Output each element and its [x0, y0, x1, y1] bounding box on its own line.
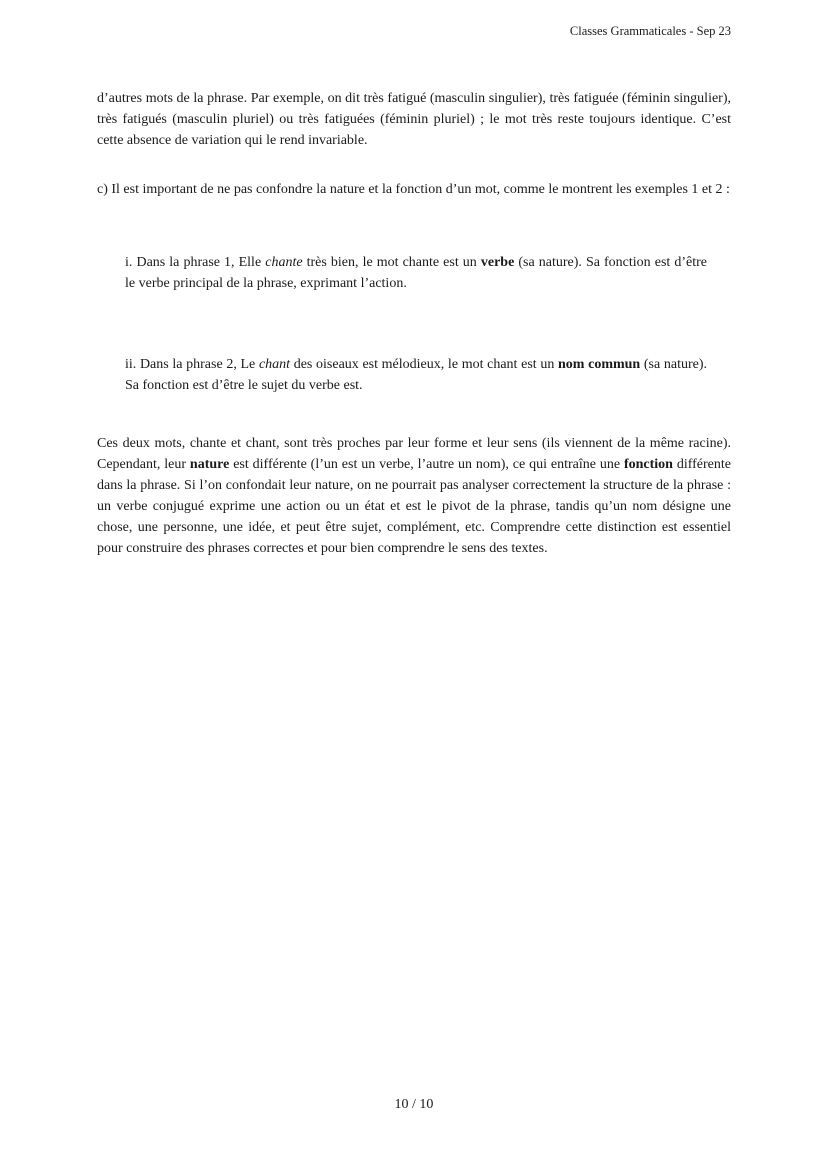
header-title: Classes Grammaticales - Sep 23 — [569, 24, 731, 38]
page-header — [570, 24, 731, 39]
page-number: 10 / 10 — [394, 1097, 434, 1112]
example-item-ii: ii. Dans la phrase 2, Le chant des oiseaux est mélodieux, le mot chant est un nom commun (sa nature). Sa fonction est d’être le sujet du verbe est. — [125, 357, 708, 393]
paragraph-conclusion: Ces deux mots, chante et chant, sont très proches par leur forme et leur sens (ils viennent de la même racine). Cependant, leur nature est différente (l’un est un verbe, l’autre un nom), ce qui entraîne une fonction différente dans la phrase. Si l’on confondait leur nature, on ne pourrait pas analyser correctement la structure de la phrase : un verbe conjugué exprime une action ou un état et est le pivot de la phrase, tandis qu’un nom désigne une chose, une personne, une idée, et peut être sujet, complément, etc. Comprendre cette distinction est essentiel pour construire des phrases correctes et pour bien comprendre le sens des textes. — [97, 436, 731, 556]
page-footer — [0, 1097, 828, 1113]
paragraph-point-c: c) Il est important de ne pas confondre la nature et la fonction d’un mot, comme le montrent les exemples 1 et 2 : — [97, 182, 730, 197]
document-body — [97, 88, 731, 559]
example-item-i: i. Dans la phrase 1, Elle chante très bien, le mot chante est un verbe (sa nature). Sa fonction est d’être le verbe principal de la phrase, exprimant l’action. — [125, 255, 707, 291]
paragraph-intro: d’autres mots de la phrase. Par exemple, on dit très fatigué (masculin singulier), très fatiguée (féminin singulier), très fatigués (masculin pluriel) ou très fatiguées (féminin pluriel) ; le mot très reste toujours identique. C’est cette absence de variation qui le rend invariable. — [97, 91, 731, 148]
